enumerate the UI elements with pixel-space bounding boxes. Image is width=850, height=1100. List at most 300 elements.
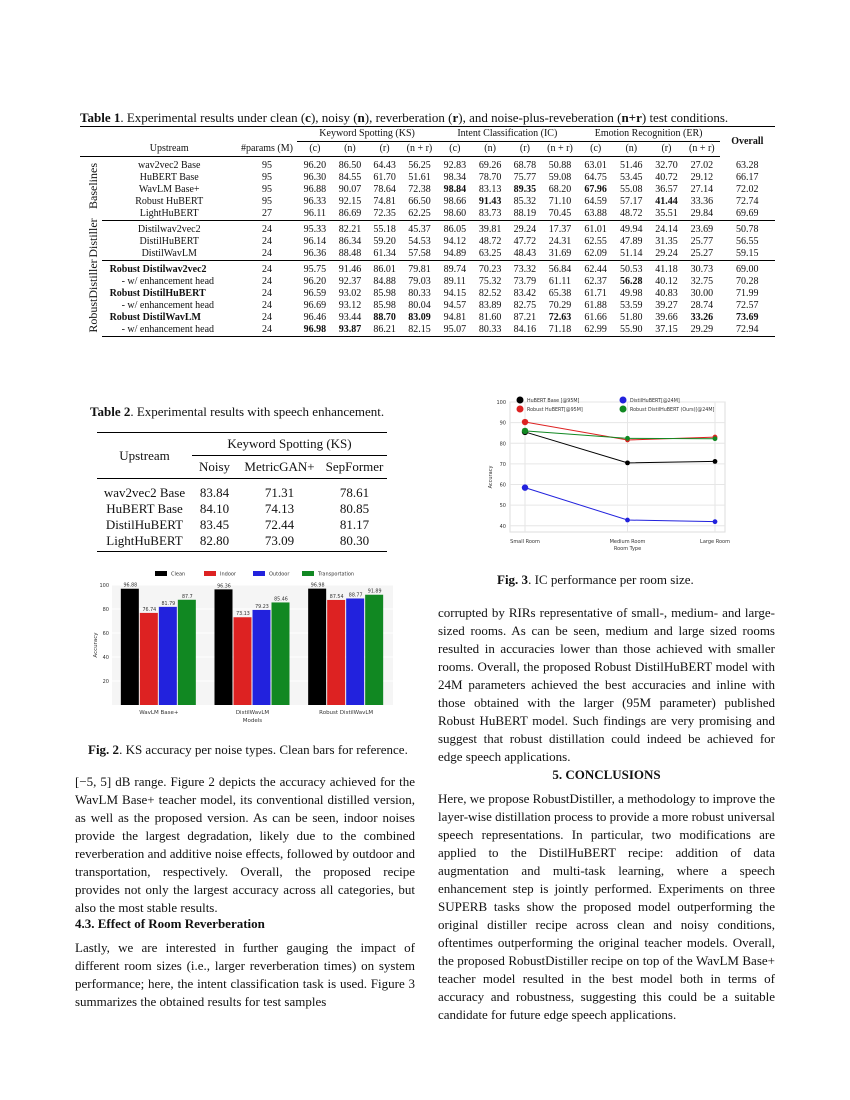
bar bbox=[365, 595, 383, 705]
table1-value-cell: 94.15 bbox=[443, 288, 467, 299]
y-tick-label: 100 bbox=[496, 400, 506, 406]
table1-row bbox=[80, 276, 775, 288]
y-axis-label: Accuracy bbox=[488, 465, 494, 489]
table1-value-cell: 83.73 bbox=[473, 208, 508, 221]
table1-value-cell: 71.18 bbox=[542, 324, 577, 337]
table1-value-cell: 98.84 bbox=[443, 184, 467, 195]
table1-value-cell: 31.69 bbox=[542, 248, 577, 261]
table1-value-cell: 89.74 bbox=[443, 264, 467, 275]
table1-overall-cell: 50.78 bbox=[736, 224, 759, 235]
table1-upstream-cell: Robust Distilwav2vec2 bbox=[109, 264, 207, 275]
table1-overall-cell: 63.28 bbox=[736, 159, 759, 171]
table1-value-cell: 32.70 bbox=[655, 160, 678, 171]
y-tick-label: 60 bbox=[499, 482, 506, 489]
table1-value-cell: 95.75 bbox=[303, 264, 327, 275]
table2-sub-header: Noisy bbox=[192, 456, 237, 479]
data-point bbox=[625, 436, 630, 441]
table1-value-cell: 27.02 bbox=[690, 160, 714, 171]
table1-row bbox=[80, 312, 775, 324]
table1-value-cell: 61.34 bbox=[367, 248, 402, 261]
table1-value-cell: 92.37 bbox=[338, 276, 362, 287]
data-point bbox=[522, 428, 528, 434]
table1-value-cell: 88.48 bbox=[333, 248, 368, 261]
table1-sub-header: (n) bbox=[473, 142, 508, 157]
table1-value-cell: 96.98 bbox=[297, 324, 332, 337]
table2-value-cell: 80.85 bbox=[339, 501, 370, 516]
table1-value-cell: 93.87 bbox=[333, 324, 368, 337]
y-tick-label: 80 bbox=[499, 441, 506, 448]
table1-value-cell: 80.33 bbox=[408, 288, 431, 299]
table1-value-cell: 29.84 bbox=[684, 208, 720, 221]
table1-value-cell: 64.43 bbox=[373, 160, 396, 171]
table1-value-cell: 47.72 bbox=[513, 236, 537, 247]
legend-label: DistilHuBERT[@24M] bbox=[630, 399, 680, 404]
table1-group-header: Emotion Recognition (ER) bbox=[578, 127, 720, 142]
table1-value-cell: 82.21 bbox=[338, 224, 362, 235]
table1-value-cell: 29.24 bbox=[649, 248, 684, 261]
table1-value-cell: 82.15 bbox=[402, 324, 437, 337]
bar bbox=[346, 598, 364, 705]
table1-value-cell: 67.96 bbox=[584, 184, 607, 195]
bar bbox=[234, 617, 252, 705]
x-tick-label: Robust DistilWavLM bbox=[319, 710, 374, 716]
table1-header-row-1 bbox=[80, 127, 775, 142]
fig2-caption: Fig. 2. KS accuracy per noise types. Clean bars for reference. bbox=[88, 742, 408, 757]
table1-value-cell: 56.84 bbox=[548, 264, 572, 275]
table2 bbox=[97, 432, 387, 552]
table1-value-cell: 96.20 bbox=[303, 160, 327, 171]
bar-value-label: 79.23 bbox=[255, 604, 269, 610]
table1-value-cell: 61.88 bbox=[584, 300, 607, 311]
table1-value-cell: 47.89 bbox=[620, 236, 643, 247]
table1-params-header: #params (M) bbox=[237, 142, 297, 157]
table2-caption: Table 2. Experimental results with speech enhancement. bbox=[90, 404, 385, 419]
table1-sub-header: (n) bbox=[614, 142, 649, 157]
table1-value-cell: 91.43 bbox=[478, 196, 502, 207]
table1-value-cell: 65.38 bbox=[548, 288, 572, 299]
table1-value-cell: 48.72 bbox=[614, 208, 649, 221]
table1-value-cell: 55.90 bbox=[614, 324, 649, 337]
data-point bbox=[522, 484, 528, 490]
table1-value-cell: 78.70 bbox=[478, 172, 502, 183]
data-point bbox=[625, 460, 630, 465]
table1-value-cell: 91.46 bbox=[338, 264, 362, 275]
table1-value-cell: 86.05 bbox=[443, 224, 467, 235]
table1-value-cell: 59.20 bbox=[373, 236, 396, 247]
table1-value-cell: 61.66 bbox=[584, 312, 607, 323]
table2-row bbox=[97, 501, 387, 517]
table1-value-cell: 94.57 bbox=[443, 300, 467, 311]
table1-row bbox=[80, 300, 775, 312]
table1-value-cell: 85.98 bbox=[373, 288, 396, 299]
table2-sub-header: SepFormer bbox=[322, 456, 387, 479]
legend-marker bbox=[517, 406, 524, 413]
table1-params-cell: 24 bbox=[237, 248, 297, 261]
table1-value-cell: 96.59 bbox=[303, 288, 327, 299]
table1-value-cell: 62.25 bbox=[402, 208, 437, 221]
table1-row bbox=[80, 236, 775, 248]
bar bbox=[308, 589, 326, 705]
table1-overall-cell: 72.74 bbox=[736, 196, 759, 207]
table1-overall-cell: 66.17 bbox=[736, 172, 759, 183]
table1-value-cell: 56.28 bbox=[620, 276, 643, 287]
legend-label: Outdoor bbox=[269, 571, 290, 578]
legend-label: Indoor bbox=[220, 571, 236, 578]
table1-value-cell: 48.72 bbox=[478, 236, 502, 247]
x-tick-label: DistilWavLM bbox=[235, 710, 270, 716]
table1-value-cell: 41.18 bbox=[655, 264, 678, 275]
table1-value-cell: 41.44 bbox=[655, 196, 678, 207]
table1-params-cell: 95 bbox=[262, 184, 273, 195]
y-tick-label: 80 bbox=[102, 607, 109, 613]
table1-value-cell: 63.88 bbox=[578, 208, 614, 221]
table1-value-cell: 98.60 bbox=[437, 208, 473, 221]
table1-value-cell: 33.36 bbox=[690, 196, 714, 207]
table2-value-cell: 74.13 bbox=[264, 501, 295, 516]
table1-sub-header: (n) bbox=[333, 142, 368, 157]
table1-value-cell: 25.27 bbox=[684, 248, 720, 261]
bar bbox=[215, 589, 233, 705]
bar-value-label: 96.36 bbox=[217, 584, 231, 590]
table1-value-cell: 31.35 bbox=[655, 236, 678, 247]
table1-value-cell: 59.08 bbox=[548, 172, 572, 183]
table1-row bbox=[80, 157, 775, 173]
table1-value-cell: 62.44 bbox=[584, 264, 607, 275]
table1-value-cell: 96.46 bbox=[303, 312, 327, 323]
table1-overall-header: Overall bbox=[731, 135, 764, 147]
table2-upstream-cell: DistilHuBERT bbox=[105, 517, 184, 532]
table1-value-cell: 95.07 bbox=[437, 324, 473, 337]
table1-value-cell: 50.88 bbox=[548, 160, 572, 171]
table1-upstream-header: Upstream bbox=[102, 142, 237, 157]
table1-row bbox=[80, 261, 775, 277]
table1-row bbox=[80, 196, 775, 208]
table1-value-cell: 93.02 bbox=[338, 288, 362, 299]
table1-value-cell: 61.11 bbox=[548, 276, 572, 287]
table1-sub-header: (r) bbox=[649, 142, 684, 157]
table1-group-label: Baselines bbox=[86, 163, 100, 209]
table1-value-cell: 48.43 bbox=[508, 248, 543, 261]
table1-value-cell: 70.45 bbox=[542, 208, 577, 221]
table1-upstream-cell: LightHuBERT bbox=[102, 208, 237, 221]
table1-sub-header: (c) bbox=[578, 142, 614, 157]
table1-value-cell: 85.98 bbox=[373, 300, 396, 311]
table1-params-cell: 24 bbox=[262, 276, 273, 287]
table1-overall-cell: 69.69 bbox=[720, 208, 775, 221]
table2-value-cell: 72.44 bbox=[264, 517, 295, 532]
table1-value-cell: 86.69 bbox=[333, 208, 368, 221]
bar-value-label: 81.79 bbox=[161, 601, 176, 607]
table1-value-cell: 68.78 bbox=[513, 160, 537, 171]
table1-value-cell: 86.34 bbox=[338, 236, 362, 247]
table1-value-cell: 55.08 bbox=[620, 184, 643, 195]
table1-value-cell: 61.01 bbox=[584, 224, 607, 235]
table1-value-cell: 45.37 bbox=[408, 224, 431, 235]
table1-value-cell: 40.83 bbox=[655, 288, 678, 299]
y-axis-label: Accuracy bbox=[93, 632, 99, 658]
table1-value-cell: 51.46 bbox=[620, 160, 643, 171]
legend-label: Robust HuBERT[@95M] bbox=[527, 408, 583, 413]
table1-sub-header: (c) bbox=[297, 142, 332, 157]
table1-value-cell: 81.60 bbox=[478, 312, 502, 323]
table2-upstream-cell: LightHuBERT bbox=[97, 533, 192, 552]
section-4-3-heading: 4.3. Effect of Room Reverberation bbox=[75, 916, 265, 931]
table1-value-cell: 96.33 bbox=[303, 196, 327, 207]
table1-value-cell: 79.81 bbox=[408, 264, 431, 275]
left-para-1: [−5, 5] dB range. Figure 2 depicts the accuracy achieved for the WavLM Base+ teacher model, its conventional distilled version, as well as the proposed version. As can be seen, indoor noises provide the largest degradation, likely due to the combined reverberation and additive noise effects, followed by outdoor and transportation, respectively. Overall, the proposed recipe provides not only the largest accuracy across all categories, but also the most stable results. bbox=[75, 774, 415, 915]
table1-sub-header: (r) bbox=[367, 142, 402, 157]
table1-value-cell: 57.17 bbox=[620, 196, 643, 207]
table1-value-cell: 51.80 bbox=[620, 312, 643, 323]
table1-value-cell: 40.12 bbox=[655, 276, 678, 287]
bar-value-label: 96.98 bbox=[310, 583, 325, 589]
legend-marker bbox=[620, 406, 627, 413]
table1-value-cell: 96.88 bbox=[303, 184, 327, 195]
data-point bbox=[713, 519, 718, 524]
table1-value-cell: 80.33 bbox=[473, 324, 508, 337]
table1-upstream-cell: Robust DistilWavLM bbox=[109, 312, 201, 323]
table1-overall-cell: 69.00 bbox=[736, 264, 759, 275]
data-point bbox=[713, 459, 718, 464]
table1-value-cell: 84.16 bbox=[508, 324, 543, 337]
table1-value-cell: 96.36 bbox=[297, 248, 332, 261]
table1-value-cell: 80.04 bbox=[408, 300, 431, 311]
table2-upstream-header: Upstream bbox=[97, 433, 192, 479]
table1-value-cell: 98.66 bbox=[443, 196, 467, 207]
table1-value-cell: 56.25 bbox=[408, 160, 431, 171]
table1-overall-cell: 70.28 bbox=[736, 276, 759, 287]
table1-params-cell: 24 bbox=[262, 312, 273, 323]
table2-upstream-cell: wav2vec2 Base bbox=[103, 485, 186, 500]
table1-value-cell: 33.26 bbox=[690, 312, 714, 323]
table1-overall-cell: 72.02 bbox=[736, 184, 759, 195]
table1-value-cell: 70.23 bbox=[478, 264, 502, 275]
table1-value-cell: 75.77 bbox=[513, 172, 537, 183]
table1-value-cell: 73.32 bbox=[513, 264, 537, 275]
table2-sub-header: MetricGAN+ bbox=[237, 456, 322, 479]
table1-upstream-cell: Distilwav2vec2 bbox=[137, 224, 201, 235]
table1-value-cell: 35.51 bbox=[649, 208, 684, 221]
table1-value-cell: 30.00 bbox=[690, 288, 714, 299]
table1-value-cell: 95.33 bbox=[303, 224, 327, 235]
table1-group-header: Intent Classification (IC) bbox=[437, 127, 578, 142]
table1-row bbox=[80, 208, 775, 221]
data-point bbox=[522, 419, 528, 425]
table1-value-cell: 92.15 bbox=[338, 196, 362, 207]
table1-row bbox=[80, 248, 775, 261]
table1-value-cell: 86.01 bbox=[373, 264, 396, 275]
table1-value-cell: 54.53 bbox=[408, 236, 431, 247]
bar bbox=[121, 589, 139, 705]
table1-value-cell: 79.03 bbox=[408, 276, 431, 287]
plot-area bbox=[510, 402, 725, 532]
table1-value-cell: 89.11 bbox=[443, 276, 466, 287]
table1-value-cell: 73.79 bbox=[513, 276, 537, 287]
y-tick-label: 70 bbox=[499, 461, 506, 468]
conclusions-para: Here, we propose RobustDistiller, a methodology to improve the layer-wise distillation process to provide a more robust universal speech representations. In particular, two modifications are applied to the DistilHuBERT recipe: addition of data augmentation and multi-task learning, where a speech enhancement step is jointly performed. Experiments on three SUPERB tasks show the proposed model outperforming the original distiller recipe across clean and noisy conditions, oftentimes outperforming the original teacher models. Overall, the proposed RobustDistiller recipe on top of the WavLM Base+ teacher model resulted in the best model both in terms of accuracy and robustness, suggesting this could be a suitable candidate for future edge speech applications. bbox=[438, 791, 775, 1022]
table1-row bbox=[80, 324, 775, 337]
table1-value-cell: 86.50 bbox=[338, 160, 362, 171]
table1-value-cell: 71.10 bbox=[548, 196, 572, 207]
table2-value-cell: 84.10 bbox=[199, 501, 230, 516]
bar-value-label: 85.46 bbox=[274, 597, 288, 603]
table1-overall-cell: 73.69 bbox=[736, 312, 759, 323]
table1-value-cell: 37.15 bbox=[649, 324, 684, 337]
legend-swatch bbox=[204, 571, 216, 576]
table1-sub-header: (r) bbox=[508, 142, 543, 157]
table1-row bbox=[80, 288, 775, 300]
table1-value-cell: 83.13 bbox=[478, 184, 502, 195]
bar-value-label: 88.77 bbox=[348, 593, 363, 599]
table1-group-label: Distiller bbox=[86, 217, 100, 258]
table1-value-cell: 49.98 bbox=[620, 288, 643, 299]
x-axis-label: Room Type bbox=[613, 546, 642, 552]
table2-value-cell: 71.31 bbox=[264, 485, 295, 500]
table1-value-cell: 30.73 bbox=[690, 264, 714, 275]
table1-value-cell: 83.89 bbox=[478, 300, 502, 311]
fig2-bar-chart bbox=[85, 567, 400, 727]
bar bbox=[159, 607, 177, 705]
table1-value-cell: 68.20 bbox=[548, 184, 572, 195]
bar bbox=[327, 600, 345, 705]
bar bbox=[272, 602, 290, 705]
table1-overall-cell: 72.94 bbox=[720, 324, 775, 337]
table1-upstream-cell: DistilWavLM bbox=[102, 248, 237, 261]
bar bbox=[140, 613, 158, 705]
table1-value-cell: 96.20 bbox=[303, 276, 327, 287]
table1-value-cell: 28.74 bbox=[690, 300, 714, 311]
table1-value-cell: 63.01 bbox=[584, 160, 607, 171]
table2-value-cell: 83.45 bbox=[199, 517, 230, 532]
table1-upstream-cell: wav2vec2 Base bbox=[137, 160, 201, 171]
table1-value-cell: 83.42 bbox=[513, 288, 537, 299]
table2-row bbox=[97, 479, 387, 502]
table1-upstream-cell: Robust DistilHuBERT bbox=[109, 288, 206, 299]
table2-value-cell: 83.84 bbox=[199, 485, 230, 500]
table1-value-cell: 36.57 bbox=[655, 184, 678, 195]
table1-header-row-2 bbox=[80, 142, 775, 157]
table1-value-cell: 74.81 bbox=[373, 196, 396, 207]
legend-swatch bbox=[253, 571, 265, 576]
table1-value-cell: 39.27 bbox=[655, 300, 678, 311]
table1-value-cell: 50.53 bbox=[620, 264, 643, 275]
table1-params-cell: 27 bbox=[237, 208, 297, 221]
table1-caption: Table 1. Experimental results under clean (c), noisy (n), reverberation (r), and noise-plus-reveberation (n+r) test conditions. bbox=[80, 110, 729, 125]
bar-value-label: 96.88 bbox=[123, 583, 138, 589]
table1-value-cell: 24.31 bbox=[548, 236, 572, 247]
legend-swatch bbox=[302, 571, 314, 576]
table1-sub-header: (n + r) bbox=[542, 142, 577, 157]
table1-value-cell: 23.69 bbox=[690, 224, 714, 235]
x-tick-label: Small Room bbox=[510, 539, 540, 545]
table1-upstream-cell: - w/ enhancement head bbox=[102, 324, 237, 337]
table1-value-cell: 29.29 bbox=[684, 324, 720, 337]
table2-value-cell: 73.09 bbox=[237, 533, 322, 552]
table2-value-cell: 81.17 bbox=[339, 517, 370, 532]
fig3-line-chart bbox=[480, 392, 730, 557]
table1-sub-header: (c) bbox=[437, 142, 473, 157]
legend-label: Robust DistilHuBERT (Ours)[@24M] bbox=[630, 408, 715, 413]
table1-value-cell: 98.34 bbox=[443, 172, 467, 183]
table1-value-cell: 70.29 bbox=[548, 300, 572, 311]
y-tick-label: 40 bbox=[102, 655, 109, 661]
table1-row bbox=[80, 172, 775, 184]
table1-value-cell: 89.35 bbox=[513, 184, 537, 195]
table1-value-cell: 94.89 bbox=[437, 248, 473, 261]
table1-upstream-cell: Robust HuBERT bbox=[135, 196, 204, 207]
data-point bbox=[625, 518, 630, 523]
y-tick-label: 90 bbox=[499, 420, 506, 427]
table1-value-cell: 88.19 bbox=[508, 208, 543, 221]
right-para-fig3: corrupted by RIRs representative of small-, medium- and large-sized rooms. As can be seen, medium and large sized rooms resulted in accuracies lower than those achieved with smaller rooms. Overall, the proposed Robust DistilHuBERT model with 24M parameters achieved the best accuracies and inline with those obtained with the larger (95M parameter) published Robust HuBERT model. Such findings are very promising and suggest that robust distillation could indeed be achieved for edge speech applications. bbox=[438, 605, 775, 764]
table1-value-cell: 66.50 bbox=[408, 196, 431, 207]
bar-value-label: 87.7 bbox=[181, 594, 193, 600]
table1-value-cell: 82.52 bbox=[478, 288, 502, 299]
table1-params-cell: 24 bbox=[262, 264, 273, 275]
table1-value-cell: 17.37 bbox=[548, 224, 572, 235]
table1-value-cell: 82.75 bbox=[513, 300, 537, 311]
table1-value-cell: 29.12 bbox=[690, 172, 714, 183]
table1-value-cell: 63.25 bbox=[473, 248, 508, 261]
table1-value-cell: 49.94 bbox=[620, 224, 643, 235]
table1-sub-header: (n + r) bbox=[684, 142, 720, 157]
table1-value-cell: 83.09 bbox=[408, 312, 431, 323]
table1-params-cell: 95 bbox=[262, 160, 273, 171]
table1-value-cell: 88.70 bbox=[373, 312, 396, 323]
legend-label: Transportation bbox=[318, 571, 355, 578]
table1-value-cell: 62.09 bbox=[578, 248, 614, 261]
y-tick-label: 60 bbox=[102, 631, 109, 637]
table1-value-cell: 57.58 bbox=[402, 248, 437, 261]
table1-upstream-cell: HuBERT Base bbox=[139, 172, 199, 183]
table1-params-cell: 24 bbox=[237, 324, 297, 337]
table1-value-cell: 86.21 bbox=[367, 324, 402, 337]
table1-upstream-cell: - w/ enhancement head bbox=[121, 276, 215, 287]
table1-value-cell: 96.69 bbox=[303, 300, 327, 311]
conclusions-heading: 5. CONCLUSIONS bbox=[552, 767, 661, 782]
table2-header-row-1 bbox=[97, 433, 387, 456]
table1-value-cell: 92.83 bbox=[443, 160, 467, 171]
legend-label: Clean bbox=[171, 571, 186, 578]
table1-value-cell: 39.81 bbox=[478, 224, 502, 235]
table1-overall-cell: 59.15 bbox=[720, 248, 775, 261]
table1-value-cell: 64.75 bbox=[584, 172, 607, 183]
table1-params-cell: 24 bbox=[262, 300, 273, 311]
legend-label: HuBERT Base [@95M] bbox=[527, 399, 580, 404]
table1-upstream-cell: WavLM Base+ bbox=[138, 184, 200, 195]
table1-caption-label: Table 1 bbox=[80, 110, 121, 125]
table1-value-cell: 32.75 bbox=[690, 276, 714, 287]
table1-value-cell: 62.55 bbox=[584, 236, 607, 247]
table1-value-cell: 55.18 bbox=[373, 224, 396, 235]
table1-upstream-cell: DistilHuBERT bbox=[139, 236, 199, 247]
table1-group-label: RobustDistiller bbox=[86, 258, 100, 333]
table2-value-cell: 78.61 bbox=[339, 485, 370, 500]
table1-sub-header: (n + r) bbox=[402, 142, 437, 157]
table1-value-cell: 96.14 bbox=[303, 236, 327, 247]
legend-swatch bbox=[155, 571, 167, 576]
table1-params-cell: 24 bbox=[262, 288, 273, 299]
table1-params-cell: 24 bbox=[262, 236, 273, 247]
data-point bbox=[713, 436, 718, 441]
table1-value-cell: 51.61 bbox=[408, 172, 431, 183]
table1-value-cell: 39.66 bbox=[655, 312, 678, 323]
table1-value-cell: 94.81 bbox=[443, 312, 467, 323]
table1-params-cell: 95 bbox=[262, 196, 273, 207]
legend-marker bbox=[620, 397, 627, 404]
x-axis-label: Models bbox=[242, 718, 263, 724]
y-tick-label: 40 bbox=[499, 523, 506, 530]
